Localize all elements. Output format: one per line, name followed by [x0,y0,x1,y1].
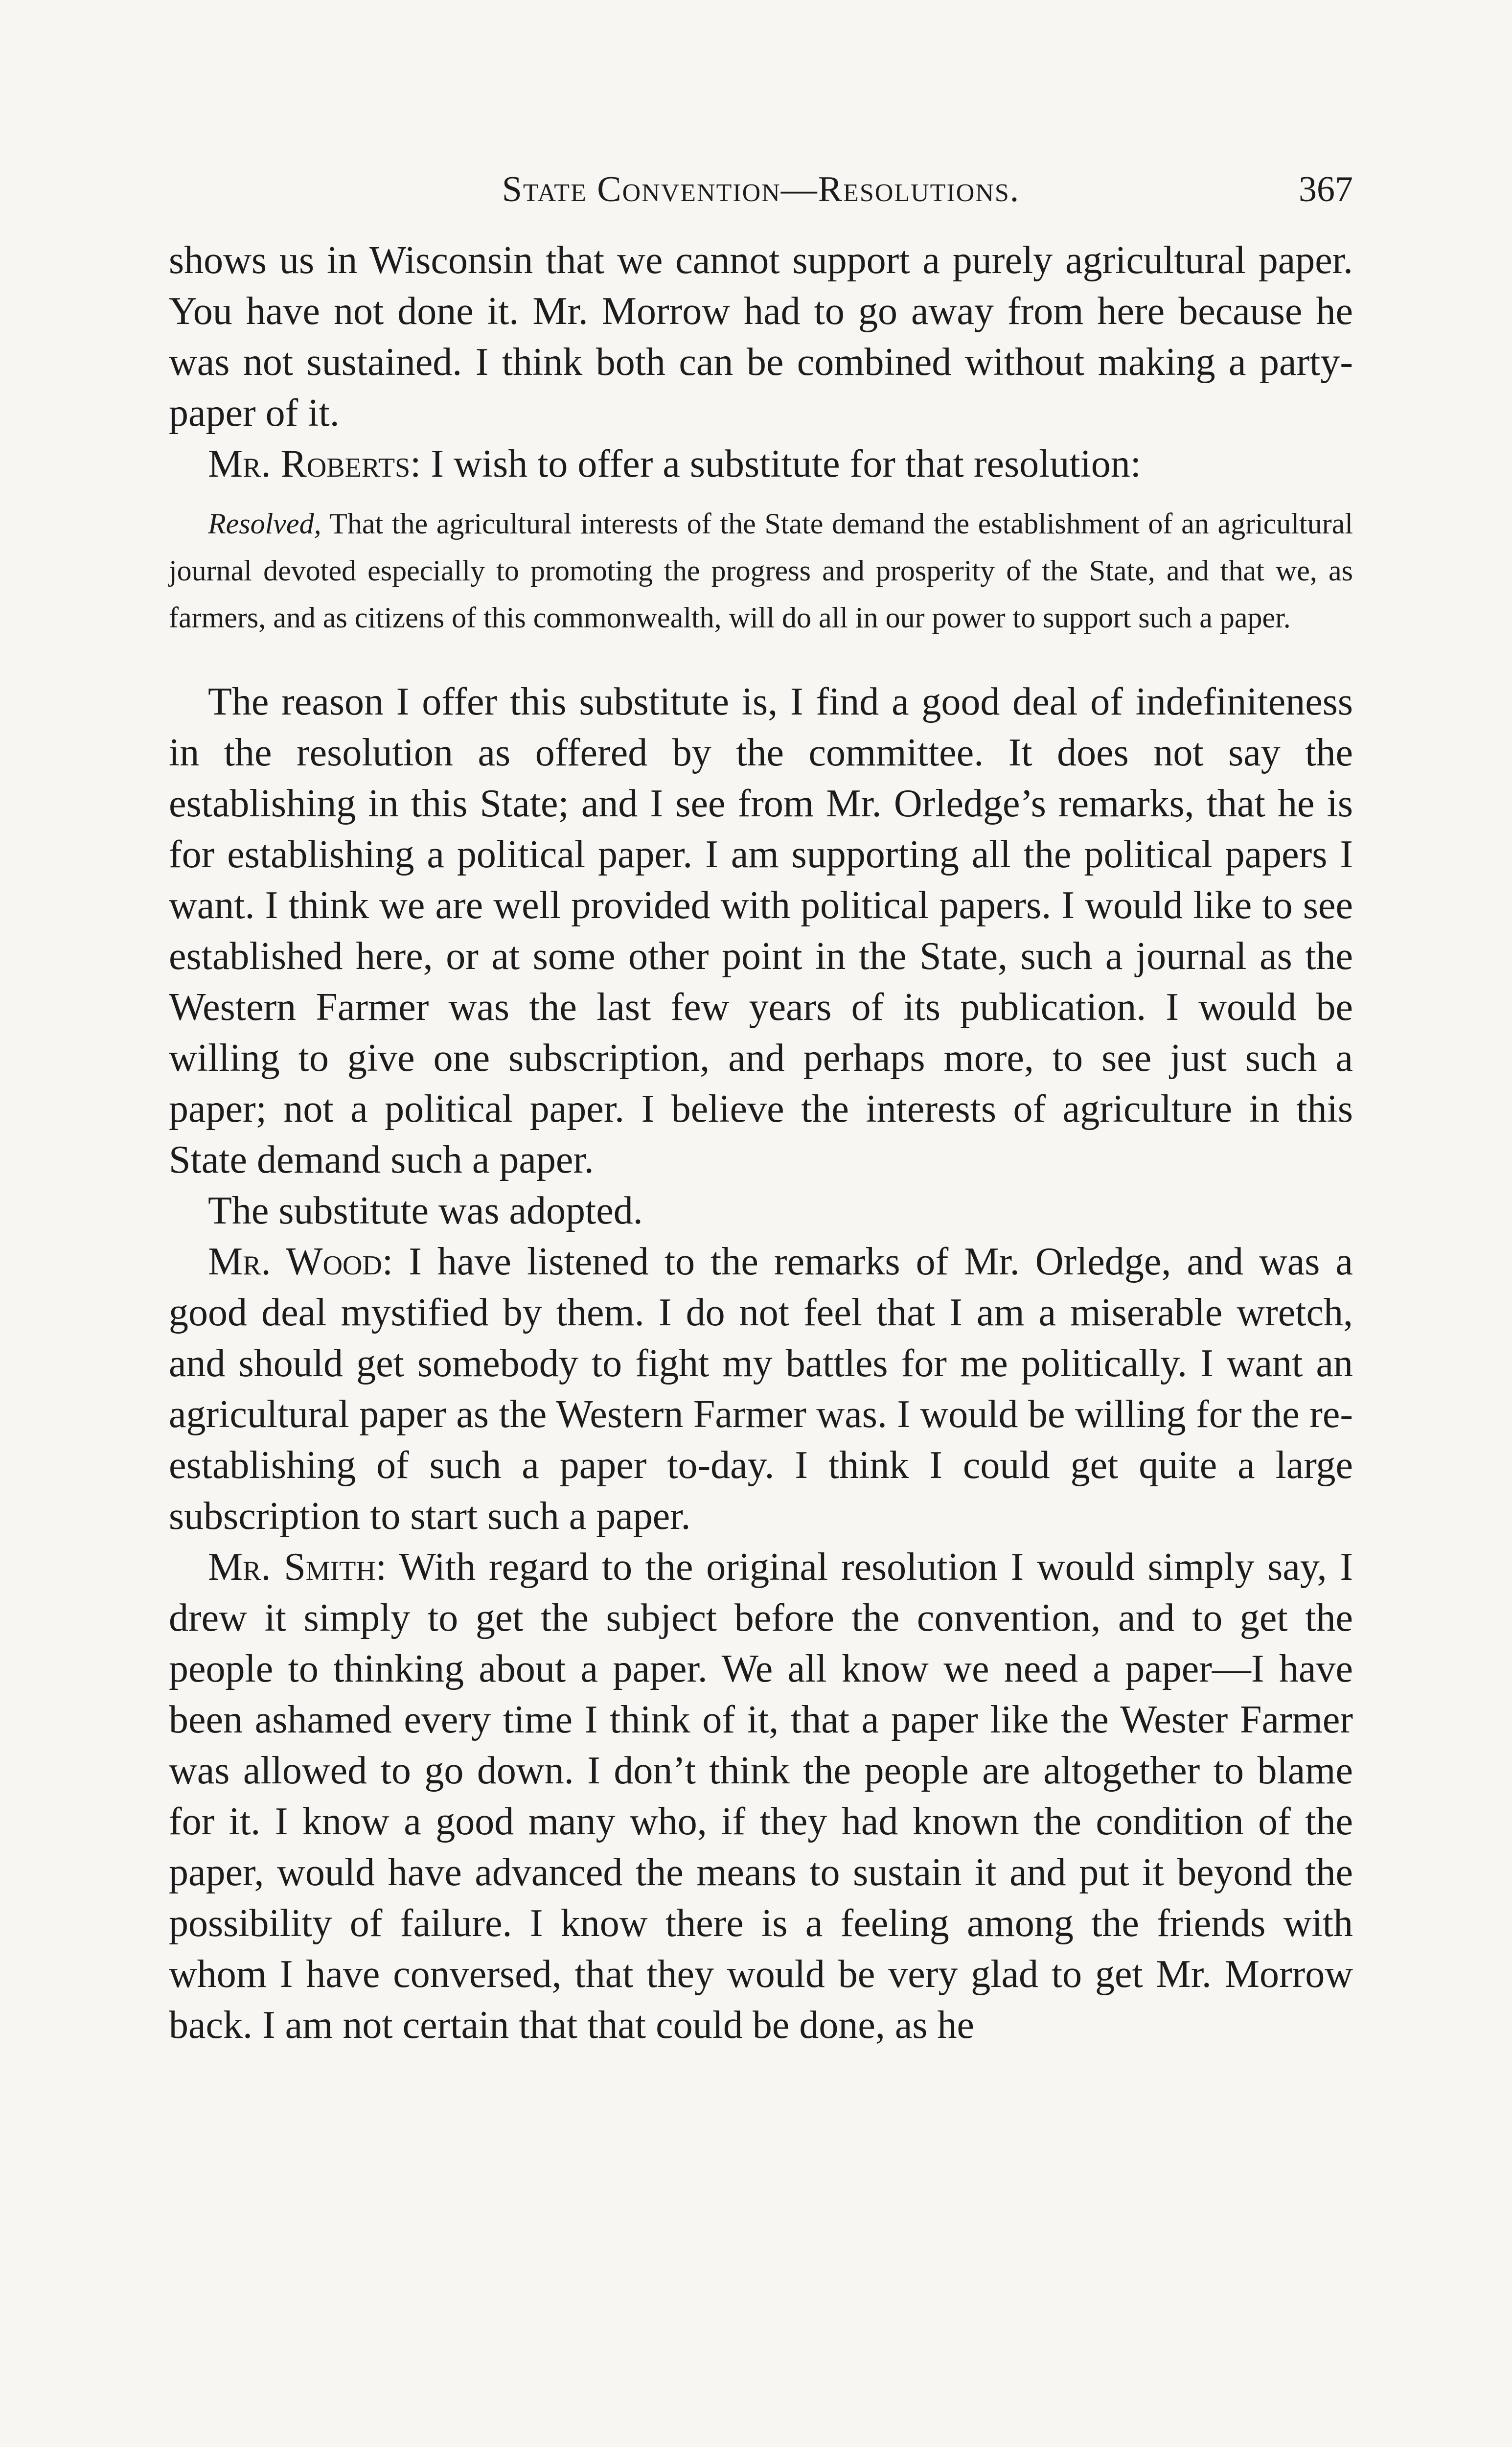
body-text [169,235,1353,2051]
spacer [169,654,1353,676]
paragraph-smith [169,1542,1353,2051]
paragraph-roberts [169,439,1353,489]
page-header [169,169,1353,223]
running-head: State Convention—Resolutions. [502,169,1020,209]
paragraph-adopted: The substitute was adopted. [208,1189,643,1232]
speaker-roberts: Mr. Roberts: [208,442,421,485]
paragraph-continuation: shows us in Wisconsin that we cannot support a purely agricultural paper. You have not done it. Mr. Morrow had to go away from here because he was not sustained. I think both can be combined without making a party-paper of it. [169,239,1353,435]
wood-statement: I have listened to the remarks of Mr. Orledge, and was a good deal mystified by them. I do not feel that I am a miserable wretch, and should get somebody to fight my battles for me politically. I want an agricultural paper as the Western Farmer was. I would be willing for the re-establishing of such a paper to-day. I think I could get quite a large subscription to start such a paper. [169,1240,1353,1538]
resolved-word: Resolved, [208,508,321,540]
resolution-block [169,500,1353,641]
speaker-smith: Mr. Smith: [208,1546,387,1589]
roberts-statement: I wish to offer a substitute for that resolution: [431,442,1142,485]
paragraph-reason: The reason I offer this substitute is, I find a good deal of indefiniteness in the resolution as offered by the committee. It does not say the establishing in this State; and I see from Mr. Orledge’s remarks, that he is for establishing a political paper. I am supporting all the political papers I want. I think we are well provided with political papers. I would like to see established here, or at some other point in the State, such a journal as the Western Farmer was the last few years of its publication. I would be willing to give one subscription, and perhaps more, to see just such a paper; not a political paper. I believe the interests of agriculture in this State demand such a paper. [169,680,1353,1181]
page-number: 367 [1299,169,1353,209]
speaker-wood: Mr. Wood: [208,1240,393,1283]
paragraph-wood [169,1236,1353,1542]
resolution-text: That the agricultural interests of the State demand the establishment of an agricultural journal devoted especially to promoting the progress and prosperity of the State, and that we, as farmers, and as citizens of this commonwealth, will do all in our power to support such a paper. [169,508,1353,634]
smith-statement: With regard to the original resolution I would simply say, I drew it simply to get the subject before the convention, and to get the people to thinking about a paper. We all know we need a paper—I have been ashamed every time I think of it, that a paper like the Wester Farmer was allowed to go down. I don’t think the people are altogether to blame for it. I know a good many who, if they had known the condition of the paper, would have advanced the means to sustain it and put it beyond the possibility of failure. I know there is a feeling among the friends with whom I have conversed, that they would be very glad to get Mr. Morrow back. I am not certain that that could be done, as he [169,1546,1353,2047]
